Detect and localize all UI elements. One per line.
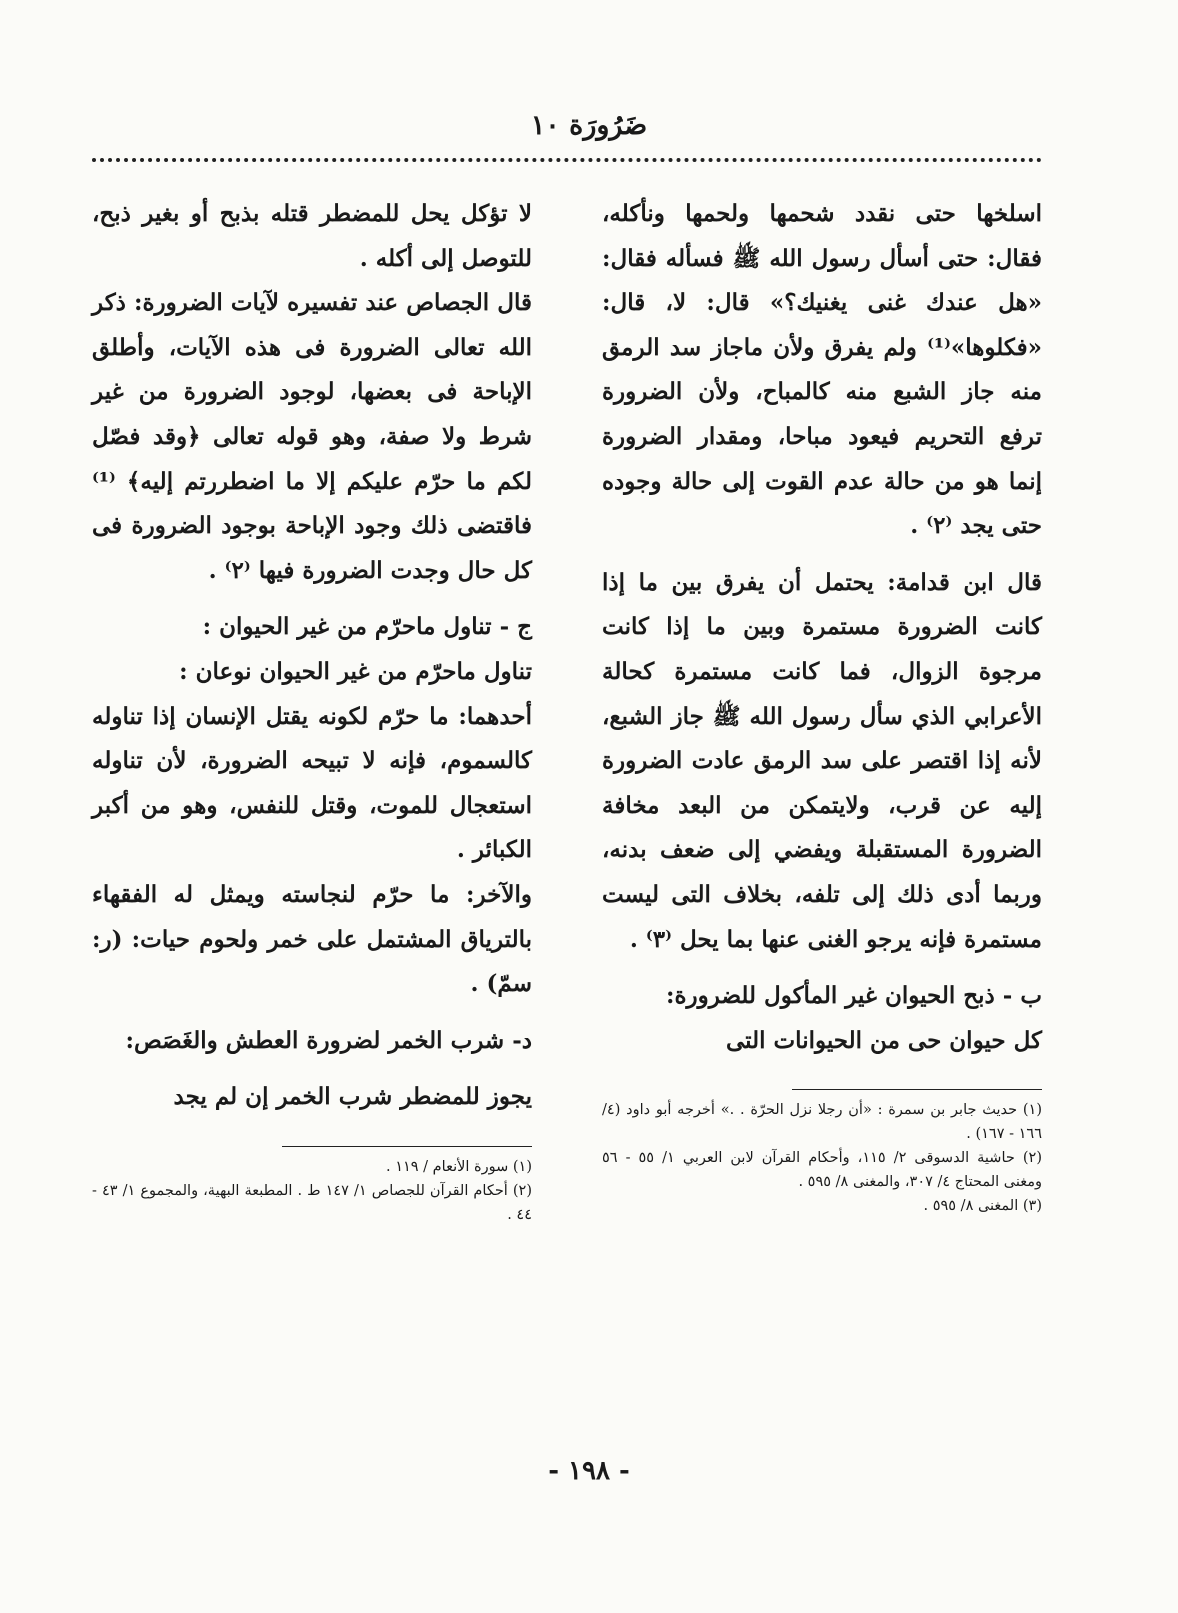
paragraph: قال الجصاص عند تفسيره لآيات الضرورة: ذكر الله تعالى الضرورة فى هذه الآيات، وأطلق الإباحة فى بعضها، لوجود الضرورة من غير شرط ولا صفة، وهو قوله تعالى ﴿وقد فصّل لكم ما حرّم عليكم إلا ما اضطررتم إليه﴾ ⁽¹⁾ فاقتضى ذلك وجود الإباحة بوجود الضرورة فى كل حال وجدت الضرورة فيها ⁽٢⁾ . [92,289,532,584]
paragraph: أحدهما: ما حرّم لكونه يقتل الإنسان إذا تناوله كالسموم، فإنه لا تبيحه الضرورة، لأن تناوله استعجال للموت، وقتل للنفس، وهو من أكبر الكبائر . [92,702,532,864]
left-column [92,192,532,1227]
page-number: - ١٩٨ - [548,1456,630,1486]
footnote: (١) حديث جابر بن سمرة : «أن رجلا نزل الحرّة . .» أخرجه أبو داود (٤/ ١٦٦ - ١٦٧) . [602,1102,1042,1143]
footnote: (١) سورة الأنعام / ١١٩ . [385,1158,532,1175]
paragraph: قال ابن قدامة: يحتمل أن يفرق بين ما إذا كانت الضرورة مستمرة وبين ما إذا كانت مرجوة الزوال، فما كانت مستمرة كحالة الأعرابي الذي سأل رسول الله ﷺ جاز الشبع، لأنه إذا اقتصر على سد الرمق عادت الضرورة إليه عن قرب، ولايتمكن من البعد مخافة الضرورة المستقبلة ويفضي إلى ضعف بدنه، وربما أدى ذلك إلى تلفه، بخلاف التى ليست مستمرة فإنه يرجو الغنى عنها بما يحل ⁽٣⁾ . [602,568,1042,953]
section-heading: ج - تناول ماحرّم من غير الحيوان : [202,613,532,641]
footnote-separator [792,1089,1042,1090]
paragraph: لا تؤكل يحل للمضطر قتله بذبح أو بغير ذبح، للتوصل إلى أكله . [92,200,532,272]
paragraph: تناول ماحرّم من غير الحيوان نوعان : [179,657,532,685]
footnote: (٣) المغنى ٨/ ٥٩٥ . [923,1198,1042,1215]
paragraph: اسلخها حتى نقدد شحمها ولحمها ونأكله، فقال: حتى أسأل رسول الله ﷺ فسأله فقال: «هل عندك غنى يغنيك؟» قال: لا، قال: «فكلوها»⁽¹⁾ ولم يفرق ولأن ماجاز سد الرمق منه جاز الشبع منه كالمباح، ولأن الضرورة ترفع التحريم فيعود مباحا، ومقدار الضرورة إنما هو من حالة عدم القوت إلى حالة وجوده حتى يجد ⁽٢⁾ . [602,200,1042,540]
header-dotted-rule [92,158,1042,162]
paragraph: والآخر: ما حرّم لنجاسته ويمثل له الفقهاء بالترياق المشتمل على خمر ولحوم حيات: (ر: سمّ) . [92,880,532,998]
footnote: (٢) حاشية الدسوقى ٢/ ١١٥، وأحكام القرآن لابن العربي ١/ ٥٥ - ٥٦ ومغنى المحتاج ٤/ ٣٠٧، والمغنى ٨/ ٥٩٥ . [602,1150,1042,1191]
right-column [602,192,1042,1218]
page-header-title: ضَرُورَة ١٠ [530,110,648,141]
paragraph: يجوز للمضطر شرب الخمر إن لم يجد [173,1083,532,1111]
footnote-separator [282,1146,532,1147]
right-column-text [602,192,1042,1063]
right-footnotes [602,1098,1042,1218]
section-heading: ب - ذبح الحيوان غير المأكول للضرورة: [666,982,1042,1010]
section-heading: د- شرب الخمر لضرورة العطش والغَصَص: [125,1026,532,1054]
left-column-text [92,192,532,1120]
left-footnotes [92,1155,532,1227]
paragraph: كل حيوان حى من الحيوانات التى [726,1026,1042,1054]
footnote: (٢) أحكام القرآن للجصاص ١/ ١٤٧ ط . المطبعة البهية، والمجموع ١/ ٤٣ - ٤٤ . [92,1182,533,1223]
